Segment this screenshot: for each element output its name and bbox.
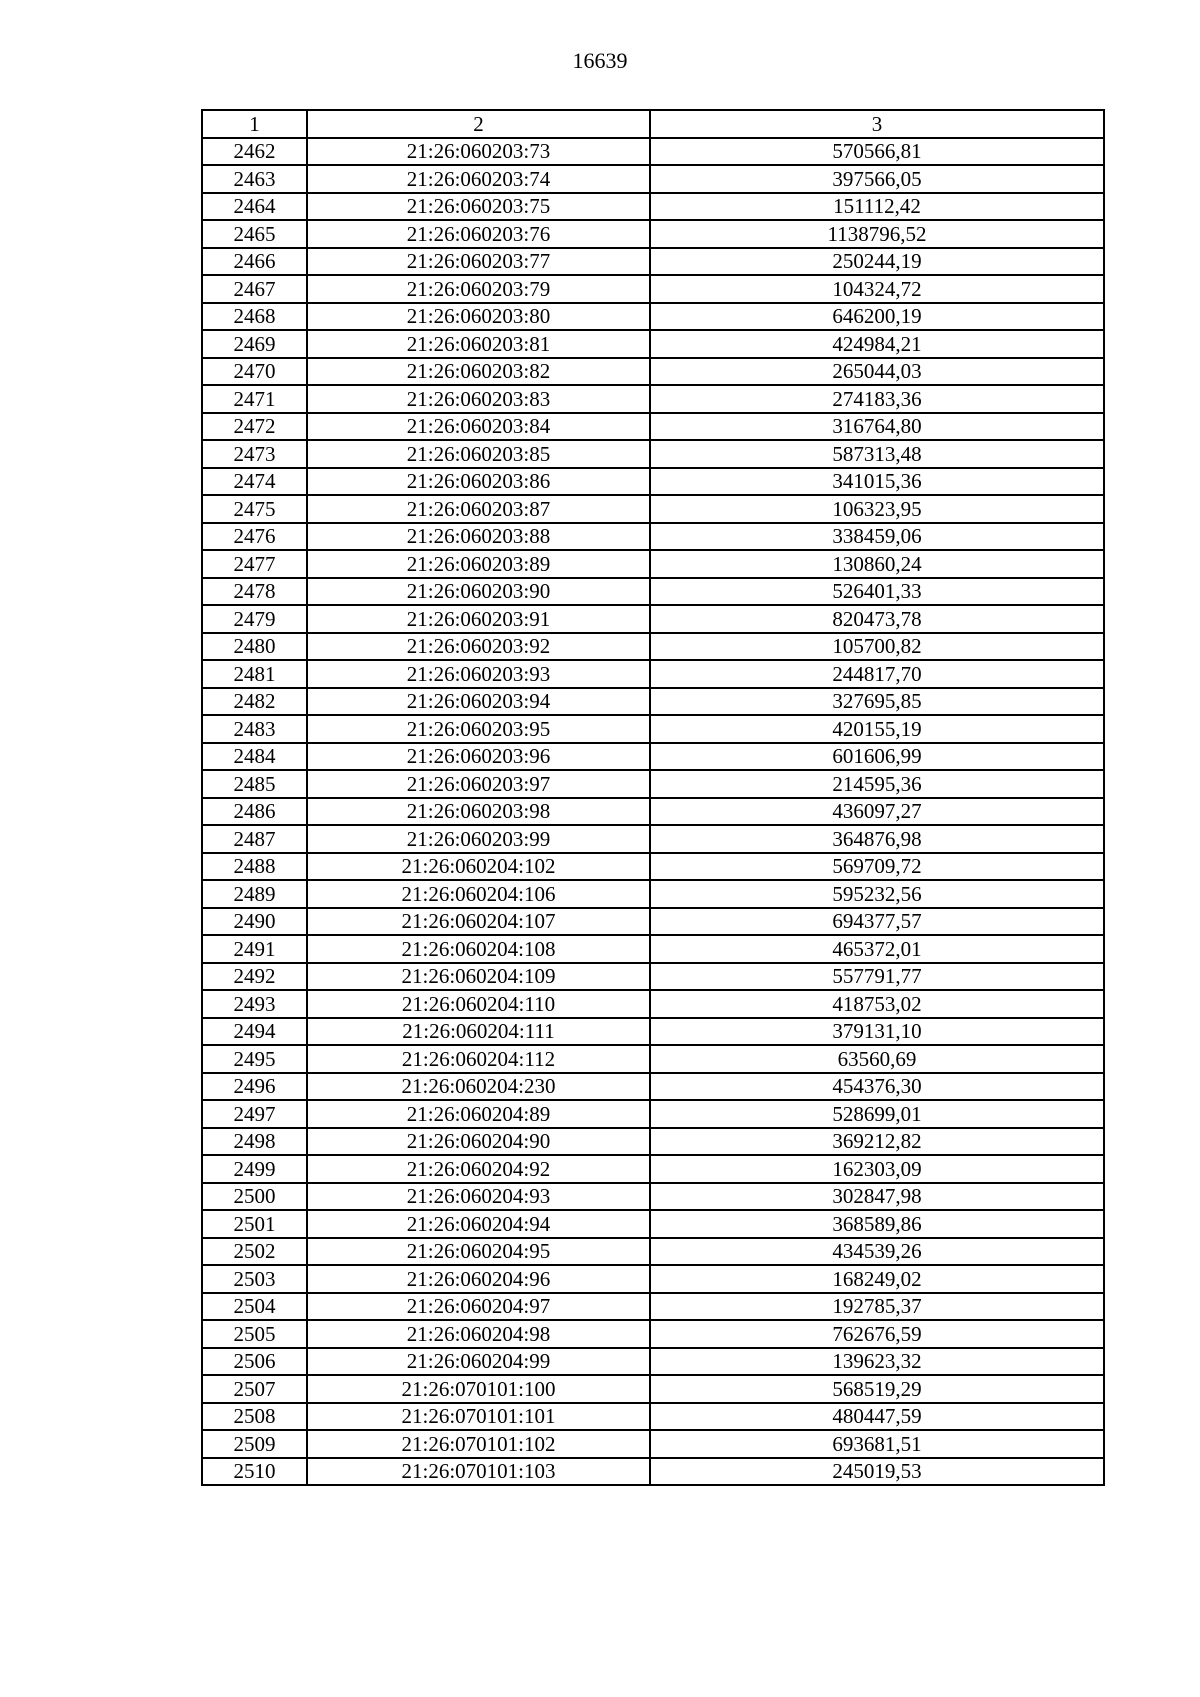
cadastral-number-cell: 21:26:060203:75 [307, 193, 650, 221]
value-cell: 436097,27 [650, 798, 1104, 826]
row-number-cell: 2503 [202, 1265, 307, 1293]
cadastral-number-cell: 21:26:060203:76 [307, 220, 650, 248]
value-cell: 130860,24 [650, 550, 1104, 578]
table-row [202, 1210, 1104, 1238]
row-number-cell: 2476 [202, 523, 307, 551]
cadastral-number-cell: 21:26:060204:102 [307, 853, 650, 881]
cadastral-number-cell: 21:26:060204:111 [307, 1018, 650, 1046]
row-number-cell: 2464 [202, 193, 307, 221]
row-number-cell: 2493 [202, 990, 307, 1018]
table-row [202, 688, 1104, 716]
value-cell: 379131,10 [650, 1018, 1104, 1046]
value-cell: 364876,98 [650, 825, 1104, 853]
table-row [202, 358, 1104, 386]
row-number-cell: 2483 [202, 715, 307, 743]
row-number-cell: 2494 [202, 1018, 307, 1046]
row-number-cell: 2485 [202, 770, 307, 798]
cadastral-number-cell: 21:26:060204:99 [307, 1348, 650, 1376]
value-cell: 327695,85 [650, 688, 1104, 716]
cadastral-number-cell: 21:26:070101:102 [307, 1430, 650, 1458]
table-row [202, 633, 1104, 661]
table-row [202, 880, 1104, 908]
table-row [202, 193, 1104, 221]
column-header-3: 3 [650, 110, 1104, 138]
value-cell: 302847,98 [650, 1183, 1104, 1211]
row-number-cell: 2500 [202, 1183, 307, 1211]
value-cell: 418753,02 [650, 990, 1104, 1018]
table-row [202, 1320, 1104, 1348]
table-row [202, 1155, 1104, 1183]
value-cell: 568519,29 [650, 1375, 1104, 1403]
cadastral-number-cell: 21:26:060203:95 [307, 715, 650, 743]
row-number-cell: 2466 [202, 248, 307, 276]
cadastral-number-cell: 21:26:060203:82 [307, 358, 650, 386]
cadastral-number-cell: 21:26:060204:107 [307, 908, 650, 936]
row-number-cell: 2482 [202, 688, 307, 716]
value-cell: 587313,48 [650, 440, 1104, 468]
row-number-cell: 2478 [202, 578, 307, 606]
table-row [202, 1293, 1104, 1321]
row-number-cell: 2477 [202, 550, 307, 578]
table-row [202, 853, 1104, 881]
cadastral-number-cell: 21:26:060204:89 [307, 1100, 650, 1128]
row-number-cell: 2490 [202, 908, 307, 936]
value-cell: 480447,59 [650, 1403, 1104, 1431]
row-number-cell: 2507 [202, 1375, 307, 1403]
cadastral-number-cell: 21:26:070101:100 [307, 1375, 650, 1403]
cadastral-number-cell: 21:26:060204:94 [307, 1210, 650, 1238]
row-number-cell: 2472 [202, 413, 307, 441]
row-number-cell: 2496 [202, 1073, 307, 1101]
column-header-1: 1 [202, 110, 307, 138]
value-cell: 104324,72 [650, 275, 1104, 303]
row-number-cell: 2488 [202, 853, 307, 881]
row-number-cell: 2479 [202, 605, 307, 633]
cadastral-number-cell: 21:26:060203:97 [307, 770, 650, 798]
row-number-cell: 2506 [202, 1348, 307, 1376]
row-number-cell: 2505 [202, 1320, 307, 1348]
value-cell: 434539,26 [650, 1238, 1104, 1266]
row-number-cell: 2489 [202, 880, 307, 908]
table-row [202, 1045, 1104, 1073]
table-row [202, 715, 1104, 743]
table-row [202, 275, 1104, 303]
value-cell: 250244,19 [650, 248, 1104, 276]
table-row [202, 908, 1104, 936]
cadastral-number-cell: 21:26:060203:88 [307, 523, 650, 551]
table-row [202, 770, 1104, 798]
value-cell: 214595,36 [650, 770, 1104, 798]
row-number-cell: 2492 [202, 963, 307, 991]
row-number-cell: 2501 [202, 1210, 307, 1238]
table-row [202, 248, 1104, 276]
table-row [202, 1348, 1104, 1376]
cadastral-number-cell: 21:26:060203:98 [307, 798, 650, 826]
cadastral-number-cell: 21:26:060203:99 [307, 825, 650, 853]
cadastral-number-cell: 21:26:060204:230 [307, 1073, 650, 1101]
row-number-cell: 2484 [202, 743, 307, 771]
value-cell: 820473,78 [650, 605, 1104, 633]
value-cell: 63560,69 [650, 1045, 1104, 1073]
cadastral-number-cell: 21:26:060203:74 [307, 165, 650, 193]
cadastral-number-cell: 21:26:060203:92 [307, 633, 650, 661]
value-cell: 338459,06 [650, 523, 1104, 551]
value-cell: 601606,99 [650, 743, 1104, 771]
cadastral-number-cell: 21:26:060203:85 [307, 440, 650, 468]
cadastral-number-cell: 21:26:070101:101 [307, 1403, 650, 1431]
table-row [202, 1100, 1104, 1128]
value-cell: 569709,72 [650, 853, 1104, 881]
row-number-cell: 2499 [202, 1155, 307, 1183]
cadastral-number-cell: 21:26:060203:96 [307, 743, 650, 771]
value-cell: 424984,21 [650, 330, 1104, 358]
cadastral-number-cell: 21:26:060203:73 [307, 138, 650, 166]
value-cell: 570566,81 [650, 138, 1104, 166]
value-cell: 244817,70 [650, 660, 1104, 688]
value-cell: 106323,95 [650, 495, 1104, 523]
table-header-row [202, 110, 1104, 138]
cadastral-number-cell: 21:26:060203:79 [307, 275, 650, 303]
value-cell: 316764,80 [650, 413, 1104, 441]
table-header [202, 110, 1104, 138]
value-cell: 557791,77 [650, 963, 1104, 991]
value-cell: 526401,33 [650, 578, 1104, 606]
cadastral-number-cell: 21:26:060204:106 [307, 880, 650, 908]
value-cell: 151112,42 [650, 193, 1104, 221]
table-row [202, 990, 1104, 1018]
value-cell: 1138796,52 [650, 220, 1104, 248]
cadastral-number-cell: 21:26:070101:103 [307, 1458, 650, 1486]
cadastral-number-cell: 21:26:060203:93 [307, 660, 650, 688]
table-row [202, 1183, 1104, 1211]
cadastral-number-cell: 21:26:060203:87 [307, 495, 650, 523]
table-row [202, 1430, 1104, 1458]
row-number-cell: 2470 [202, 358, 307, 386]
cadastral-number-cell: 21:26:060204:92 [307, 1155, 650, 1183]
row-number-cell: 2481 [202, 660, 307, 688]
row-number-cell: 2508 [202, 1403, 307, 1431]
cadastral-number-cell: 21:26:060203:94 [307, 688, 650, 716]
cadastral-number-cell: 21:26:060203:90 [307, 578, 650, 606]
value-cell: 245019,53 [650, 1458, 1104, 1486]
cadastral-number-cell: 21:26:060204:93 [307, 1183, 650, 1211]
table-row [202, 1073, 1104, 1101]
value-cell: 168249,02 [650, 1265, 1104, 1293]
row-number-cell: 2487 [202, 825, 307, 853]
table-row [202, 1403, 1104, 1431]
row-number-cell: 2509 [202, 1430, 307, 1458]
row-number-cell: 2473 [202, 440, 307, 468]
value-cell: 192785,37 [650, 1293, 1104, 1321]
table-row [202, 605, 1104, 633]
table-row [202, 660, 1104, 688]
cadastral-number-cell: 21:26:060204:98 [307, 1320, 650, 1348]
cadastral-number-cell: 21:26:060203:91 [307, 605, 650, 633]
value-cell: 646200,19 [650, 303, 1104, 331]
table-row [202, 303, 1104, 331]
value-cell: 694377,57 [650, 908, 1104, 936]
row-number-cell: 2468 [202, 303, 307, 331]
table-row [202, 1128, 1104, 1156]
row-number-cell: 2467 [202, 275, 307, 303]
table-row [202, 550, 1104, 578]
cadastral-number-cell: 21:26:060203:77 [307, 248, 650, 276]
row-number-cell: 2463 [202, 165, 307, 193]
table-row [202, 413, 1104, 441]
cadastral-number-cell: 21:26:060204:109 [307, 963, 650, 991]
value-cell: 454376,30 [650, 1073, 1104, 1101]
table-row [202, 330, 1104, 358]
value-cell: 341015,36 [650, 468, 1104, 496]
row-number-cell: 2502 [202, 1238, 307, 1266]
value-cell: 162303,09 [650, 1155, 1104, 1183]
value-cell: 105700,82 [650, 633, 1104, 661]
value-cell: 397566,05 [650, 165, 1104, 193]
row-number-cell: 2475 [202, 495, 307, 523]
value-cell: 528699,01 [650, 1100, 1104, 1128]
table-row [202, 220, 1104, 248]
table-body [202, 138, 1104, 1486]
value-cell: 265044,03 [650, 358, 1104, 386]
value-cell: 369212,82 [650, 1128, 1104, 1156]
table-row [202, 1458, 1104, 1486]
row-number-cell: 2469 [202, 330, 307, 358]
row-number-cell: 2486 [202, 798, 307, 826]
cadastral-number-cell: 21:26:060203:86 [307, 468, 650, 496]
table-row [202, 440, 1104, 468]
value-cell: 139623,32 [650, 1348, 1104, 1376]
table-row [202, 165, 1104, 193]
row-number-cell: 2510 [202, 1458, 307, 1486]
page-number: 16639 [572, 48, 628, 73]
table-row [202, 825, 1104, 853]
value-cell: 368589,86 [650, 1210, 1104, 1238]
cadastral-number-cell: 21:26:060204:95 [307, 1238, 650, 1266]
table-row [202, 743, 1104, 771]
table-row [202, 1238, 1104, 1266]
cadastral-number-cell: 21:26:060203:83 [307, 385, 650, 413]
cadastral-number-cell: 21:26:060203:84 [307, 413, 650, 441]
value-cell: 762676,59 [650, 1320, 1104, 1348]
value-cell: 595232,56 [650, 880, 1104, 908]
cadastral-number-cell: 21:26:060204:108 [307, 935, 650, 963]
table-row [202, 1018, 1104, 1046]
cadastral-number-cell: 21:26:060204:96 [307, 1265, 650, 1293]
cadastral-number-cell: 21:26:060204:90 [307, 1128, 650, 1156]
column-header-2: 2 [307, 110, 650, 138]
row-number-cell: 2495 [202, 1045, 307, 1073]
cadastral-number-cell: 21:26:060203:80 [307, 303, 650, 331]
table-row [202, 385, 1104, 413]
table-row [202, 138, 1104, 166]
table-row [202, 468, 1104, 496]
cadastral-number-cell: 21:26:060204:97 [307, 1293, 650, 1321]
data-table [201, 109, 1105, 1486]
table-row [202, 578, 1104, 606]
table-row [202, 935, 1104, 963]
row-number-cell: 2480 [202, 633, 307, 661]
table-row [202, 798, 1104, 826]
row-number-cell: 2474 [202, 468, 307, 496]
value-cell: 465372,01 [650, 935, 1104, 963]
row-number-cell: 2471 [202, 385, 307, 413]
table-row [202, 495, 1104, 523]
row-number-cell: 2504 [202, 1293, 307, 1321]
table-row [202, 1265, 1104, 1293]
row-number-cell: 2465 [202, 220, 307, 248]
row-number-cell: 2491 [202, 935, 307, 963]
row-number-cell: 2462 [202, 138, 307, 166]
row-number-cell: 2497 [202, 1100, 307, 1128]
cadastral-number-cell: 21:26:060204:112 [307, 1045, 650, 1073]
cadastral-number-cell: 21:26:060203:81 [307, 330, 650, 358]
table-row [202, 1375, 1104, 1403]
cadastral-number-cell: 21:26:060204:110 [307, 990, 650, 1018]
value-cell: 274183,36 [650, 385, 1104, 413]
row-number-cell: 2498 [202, 1128, 307, 1156]
cadastral-number-cell: 21:26:060203:89 [307, 550, 650, 578]
table-row [202, 963, 1104, 991]
table-row [202, 523, 1104, 551]
value-cell: 420155,19 [650, 715, 1104, 743]
value-cell: 693681,51 [650, 1430, 1104, 1458]
